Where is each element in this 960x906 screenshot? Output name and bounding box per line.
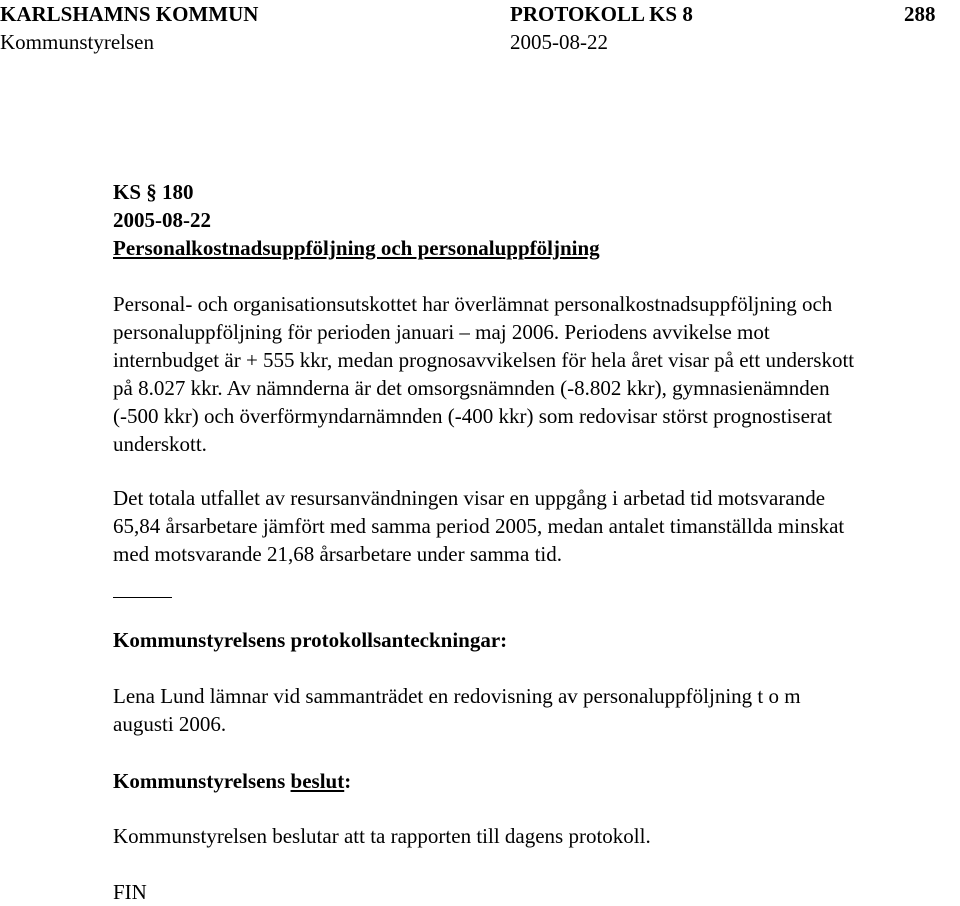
- paragraph-line: underskott.: [113, 432, 207, 456]
- paragraph-line: Personal- och organisationsutskottet har överlämnat personalkostnadsuppföljning och: [113, 292, 833, 316]
- paragraph-line: internbudget är + 555 kkr, medan prognosavvikelsen för hela året visar på ett underskott: [113, 348, 855, 372]
- decision-heading-keyword: beslut: [290, 769, 345, 793]
- meeting-date: 2005-08-22: [510, 30, 608, 54]
- utilization-paragraph: [113, 484, 953, 568]
- section-prefix: KS: [113, 180, 142, 204]
- paragraph-line: på 8.027 kkr. Av nämnderna är det omsorgsnämnden (-8.802 kkr), gymnasienämnden: [113, 376, 830, 400]
- paragraph-line: med motsvarande 21,68 årsarbetare under samma tid.: [113, 542, 563, 566]
- section-number: 180: [162, 180, 194, 204]
- section-reference: [113, 178, 194, 206]
- paragraph-line: Det totala utfallet av resursanvändningen visar en uppgång i arbetad tid motsvarande: [113, 486, 826, 510]
- paragraph-line: (-500 kkr) och överförmyndarnämnden (-400 kkr) som redovisar störst prognostiserat: [113, 404, 833, 428]
- paragraph-line: personaluppföljning för perioden januari – maj 2006. Periodens avvikelse mot: [113, 320, 770, 344]
- decision-heading: [113, 767, 351, 795]
- section-date: 2005-08-22: [113, 208, 211, 232]
- paragraph-line: 65,84 årsarbetare jämfört med samma period 2005, medan antalet timanställda minskat: [113, 514, 845, 538]
- notes-paragraph: [113, 682, 953, 738]
- body-name: Kommunstyrelsen: [0, 30, 154, 54]
- decision-heading-suffix: :: [344, 769, 352, 793]
- decision-text: Kommunstyrelsen beslutar att ta rapporten till dagens protokoll.: [113, 824, 651, 848]
- decision-heading-prefix: Kommunstyrelsens: [113, 769, 286, 793]
- divider: [113, 597, 172, 598]
- paragraph-sign-icon: §: [146, 180, 157, 204]
- organization-name: KARLSHAMNS KOMMUN: [0, 2, 259, 26]
- paragraph-line: Lena Lund lämnar vid sammanträdet en redovisning av personaluppföljning t o m: [113, 684, 801, 708]
- protocol-label: PROTOKOLL KS 8: [510, 2, 693, 26]
- section-title: Personalkostnadsuppföljning och personaluppföljning: [113, 236, 600, 260]
- report-paragraph: [113, 290, 953, 458]
- page-number: 288: [904, 2, 936, 26]
- distribution-code: FIN: [113, 880, 147, 904]
- paragraph-line: augusti 2006.: [113, 712, 227, 736]
- notes-heading: Kommunstyrelsens protokollsanteckningar:: [113, 628, 508, 652]
